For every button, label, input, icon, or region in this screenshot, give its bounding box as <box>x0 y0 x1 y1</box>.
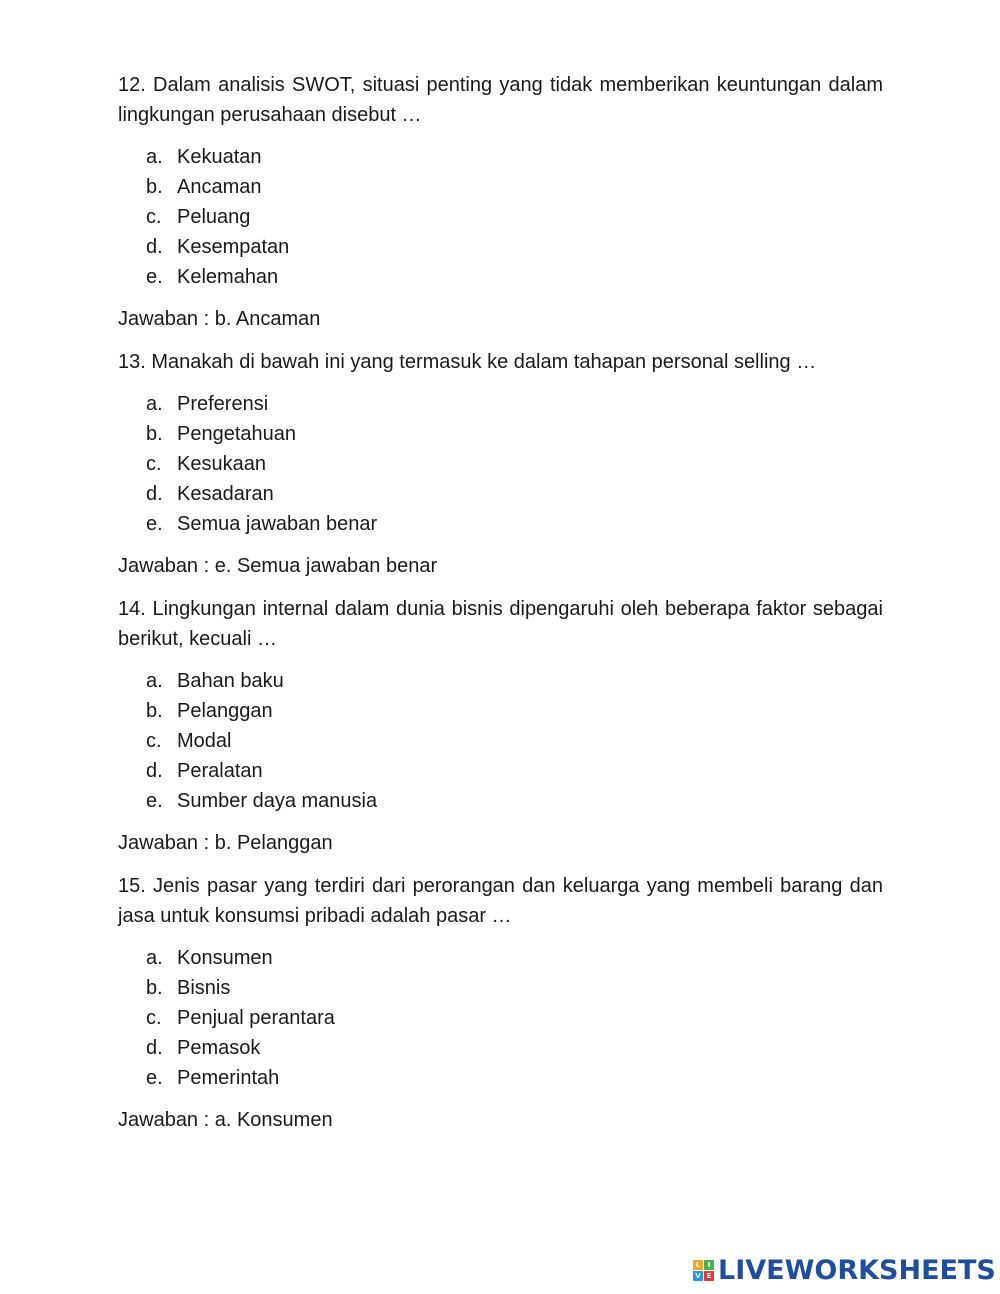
option-item <box>118 943 883 973</box>
answer-line: Jawaban : b. Ancaman <box>118 308 321 330</box>
logo-text: LIVEWORKSHEETS <box>718 1254 996 1286</box>
option-text: Kesadaran <box>177 483 274 505</box>
option-list <box>118 943 883 1093</box>
option-item <box>118 973 883 1003</box>
option-item <box>118 1003 883 1033</box>
option-item <box>118 786 883 816</box>
option-text: Kekuatan <box>177 146 262 168</box>
option-item <box>118 696 883 726</box>
liveworksheets-logo <box>693 1255 996 1285</box>
option-text: Konsumen <box>177 947 273 969</box>
option-text: Peluang <box>177 206 251 228</box>
option-item <box>118 172 883 202</box>
logo-mark-tile: L <box>693 1260 703 1270</box>
option-text: Bisnis <box>177 977 231 999</box>
question-block-12 <box>118 70 883 334</box>
option-letter: c. <box>146 206 162 228</box>
option-text: Kelemahan <box>177 266 279 288</box>
option-text: Modal <box>177 730 232 752</box>
question-block-15 <box>118 871 883 1135</box>
option-letter: b. <box>146 700 163 722</box>
option-item <box>118 202 883 232</box>
option-letter: c. <box>146 453 162 475</box>
option-item <box>118 479 883 509</box>
option-item <box>118 262 883 292</box>
answer-line: Jawaban : e. Semua jawaban benar <box>118 555 438 577</box>
option-list <box>118 142 883 292</box>
option-letter: b. <box>146 176 163 198</box>
option-letter: e. <box>146 266 163 288</box>
logo-mark-tile: E <box>704 1271 714 1281</box>
question-block-14 <box>118 594 883 858</box>
answer-line: Jawaban : a. Konsumen <box>118 1109 333 1131</box>
option-item <box>118 449 883 479</box>
option-text: Pengetahuan <box>177 423 297 445</box>
option-text: Sumber daya manusia <box>177 790 378 812</box>
answer-line: Jawaban : b. Pelanggan <box>118 832 333 854</box>
question-text: 12. Dalam analisis SWOT, situasi penting yang tidak memberikan keuntungan dalam lingkungan perusahaan disebut … <box>118 74 883 126</box>
option-item <box>118 756 883 786</box>
option-item <box>118 389 883 419</box>
option-text: Semua jawaban benar <box>177 513 378 535</box>
option-letter: b. <box>146 423 163 445</box>
question-block-13 <box>118 347 883 581</box>
option-letter: e. <box>146 1067 163 1089</box>
option-text: Kesempatan <box>177 236 290 258</box>
option-letter: c. <box>146 730 162 752</box>
option-item <box>118 509 883 539</box>
option-text: Pemerintah <box>177 1067 280 1089</box>
option-text: Pemasok <box>177 1037 261 1059</box>
option-item <box>118 726 883 756</box>
option-item <box>118 232 883 262</box>
option-letter: a. <box>146 947 163 969</box>
option-text: Bahan baku <box>177 670 284 692</box>
option-text: Pelanggan <box>177 700 273 722</box>
option-letter: a. <box>146 146 163 168</box>
worksheet-page <box>118 70 883 1148</box>
option-letter: c. <box>146 1007 162 1029</box>
logo-mark-tile: I <box>704 1260 714 1270</box>
option-item <box>118 142 883 172</box>
option-item <box>118 1033 883 1063</box>
logo-mark-tile: V <box>693 1271 703 1281</box>
option-item <box>118 666 883 696</box>
option-letter: d. <box>146 236 163 258</box>
option-list <box>118 389 883 539</box>
option-letter: d. <box>146 760 163 782</box>
question-text: 13. Manakah di bawah ini yang termasuk ke dalam tahapan personal selling … <box>118 351 817 373</box>
option-text: Preferensi <box>177 393 269 415</box>
option-letter: e. <box>146 513 163 535</box>
option-letter: d. <box>146 1037 163 1059</box>
option-text: Kesukaan <box>177 453 266 475</box>
option-text: Penjual perantara <box>177 1007 335 1029</box>
option-letter: b. <box>146 977 163 999</box>
option-item <box>118 419 883 449</box>
option-item <box>118 1063 883 1093</box>
option-letter: a. <box>146 670 163 692</box>
question-text: 14. Lingkungan internal dalam dunia bisnis dipengaruhi oleh beberapa faktor sebagai berikut, kecuali … <box>118 598 883 650</box>
option-list <box>118 666 883 816</box>
option-text: Ancaman <box>177 176 262 198</box>
option-text: Peralatan <box>177 760 263 782</box>
logo-mark-icon <box>693 1260 714 1281</box>
option-letter: e. <box>146 790 163 812</box>
option-letter: d. <box>146 483 163 505</box>
question-text: 15. Jenis pasar yang terdiri dari perorangan dan keluarga yang membeli barang dan jasa untuk konsumsi pribadi adalah pasar … <box>118 875 883 927</box>
option-letter: a. <box>146 393 163 415</box>
